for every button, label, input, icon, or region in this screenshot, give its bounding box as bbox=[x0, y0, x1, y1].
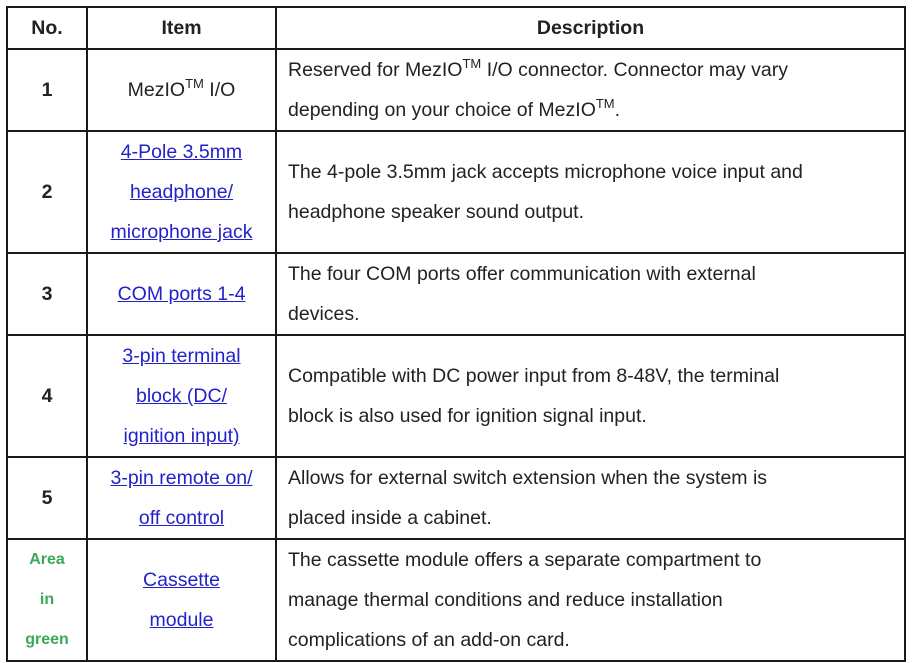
item-description: The four COM ports offer communication with external devices. bbox=[276, 253, 905, 335]
item-link-cell bbox=[87, 457, 276, 539]
table-row bbox=[7, 49, 905, 131]
row-number: 4 bbox=[7, 335, 87, 457]
item-description: The 4-pole 3.5mm jack accepts microphone voice input and headphone speaker sound output. bbox=[276, 131, 905, 253]
row-number: 5 bbox=[7, 457, 87, 539]
item-description: Reserved for MezIO™ I/O connector. Connector may vary depending on your choice of MezIO™. bbox=[276, 49, 905, 131]
row-number: 2 bbox=[7, 131, 87, 253]
item-description: Compatible with DC power input from 8-48V, the terminal block is also used for ignition signal input. bbox=[276, 335, 905, 457]
row-number-area-label: Area in green bbox=[7, 539, 87, 661]
table-row bbox=[7, 539, 905, 661]
item-link-cell bbox=[87, 253, 276, 335]
item-link-cell bbox=[87, 335, 276, 457]
table-row bbox=[7, 253, 905, 335]
header-row bbox=[7, 7, 905, 49]
item-link-cassette-module[interactable]: Cassette module bbox=[143, 569, 220, 631]
item-link-terminal-block[interactable]: 3-pin terminal block (DC/ ignition input) bbox=[122, 345, 241, 447]
table-row bbox=[7, 335, 905, 457]
header-no: No. bbox=[7, 7, 87, 49]
header-item: Item bbox=[87, 7, 276, 49]
table-row bbox=[7, 131, 905, 253]
item-link-headphone-jack[interactable]: 4-Pole 3.5mm headphone/ microphone jack bbox=[110, 141, 253, 243]
row-number: 1 bbox=[7, 49, 87, 131]
spec-table bbox=[6, 6, 906, 662]
item-name: MezIO™ I/O bbox=[87, 49, 276, 131]
item-link-com-ports[interactable]: COM ports 1-4 bbox=[117, 283, 246, 305]
item-link-remote-control[interactable]: 3-pin remote on/ off control bbox=[110, 467, 253, 529]
item-description: Allows for external switch extension when the system is placed inside a cabinet. bbox=[276, 457, 905, 539]
item-description: The cassette module offers a separate compartment to manage thermal conditions and reduce installation complications of an add-on card. bbox=[276, 539, 905, 661]
row-number: 3 bbox=[7, 253, 87, 335]
item-link-cell bbox=[87, 131, 276, 253]
header-description: Description bbox=[276, 7, 905, 49]
table-row bbox=[7, 457, 905, 539]
item-link-cell bbox=[87, 539, 276, 661]
